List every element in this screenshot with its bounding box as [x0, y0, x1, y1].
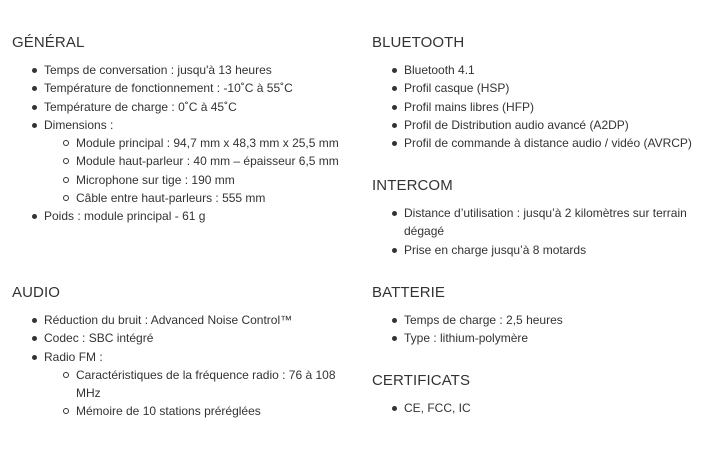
sublist-item: Mémoire de 10 stations préréglées — [44, 402, 362, 420]
certificats-list — [372, 399, 720, 417]
section-intercom — [372, 177, 720, 259]
list-item: Temps de charge : 2,5 heures — [372, 311, 720, 329]
section-title-audio: AUDIO — [12, 284, 61, 301]
audio-list — [12, 311, 362, 421]
sublist-item: Module haut-parleur : 40 mm – épaisseur 6,5 mm — [44, 152, 362, 170]
sublist-item: Microphone sur tige : 190 mm — [44, 171, 362, 189]
list-item: Temps de conversation : jusqu'à 13 heures — [12, 61, 362, 79]
list-item: Bluetooth 4.1 — [372, 61, 720, 79]
list-item: Profil de Distribution audio avancé (A2DP) — [372, 116, 720, 134]
section-title-bluetooth: BLUETOOTH — [372, 34, 465, 51]
sublist-item: Module principal : 94,7 mm x 48,3 mm x 25,5 mm — [44, 134, 362, 152]
section-title-general: GÉNÉRAL — [12, 34, 85, 51]
section-title-batterie: BATTERIE — [372, 284, 446, 301]
section-bluetooth — [372, 34, 720, 152]
list-item-dimensions — [12, 116, 362, 207]
list-item: Poids : module principal - 61 g — [12, 207, 362, 225]
bluetooth-list — [372, 61, 720, 152]
section-general — [12, 34, 362, 226]
section-certificats — [372, 372, 720, 417]
general-list — [12, 61, 362, 226]
list-item: Distance d’utilisation : jusqu’à 2 kilomètres sur terrain dégagé — [372, 204, 704, 241]
list-item: Prise en charge jusqu’à 8 motards — [372, 241, 720, 259]
list-item: Profil casque (HSP) — [372, 79, 720, 97]
dimensions-label: Dimensions : — [44, 117, 114, 132]
section-batterie — [372, 284, 720, 348]
section-audio — [12, 284, 362, 421]
list-item: Température de charge : 0˚C à 45˚C — [12, 98, 362, 116]
intercom-list — [372, 204, 720, 259]
section-title-certificats: CERTIFICATS — [372, 372, 471, 389]
section-title-intercom: INTERCOM — [372, 177, 453, 194]
list-item: CE, FCC, IC — [372, 399, 720, 417]
sublist-item: Caractéristiques de la fréquence radio : 76 à 108 MHz — [44, 366, 362, 403]
list-item: Profil de commande à distance audio / vidéo (AVRCP) — [372, 134, 720, 152]
batterie-list — [372, 311, 720, 348]
list-item: Température de fonctionnement : -10˚C à 55˚C — [12, 79, 362, 97]
sublist-item: Câble entre haut-parleurs : 555 mm — [44, 189, 362, 207]
radio-sublist — [44, 366, 362, 421]
radio-label: Radio FM : — [44, 349, 103, 364]
list-item: Réduction du bruit : Advanced Noise Control™ — [12, 311, 362, 329]
dimensions-sublist — [44, 134, 362, 207]
list-item: Profil mains libres (HFP) — [372, 98, 720, 116]
list-item: Type : lithium-polymère — [372, 329, 720, 347]
list-item: Codec : SBC intégré — [12, 329, 362, 347]
list-item-radio — [12, 348, 362, 421]
